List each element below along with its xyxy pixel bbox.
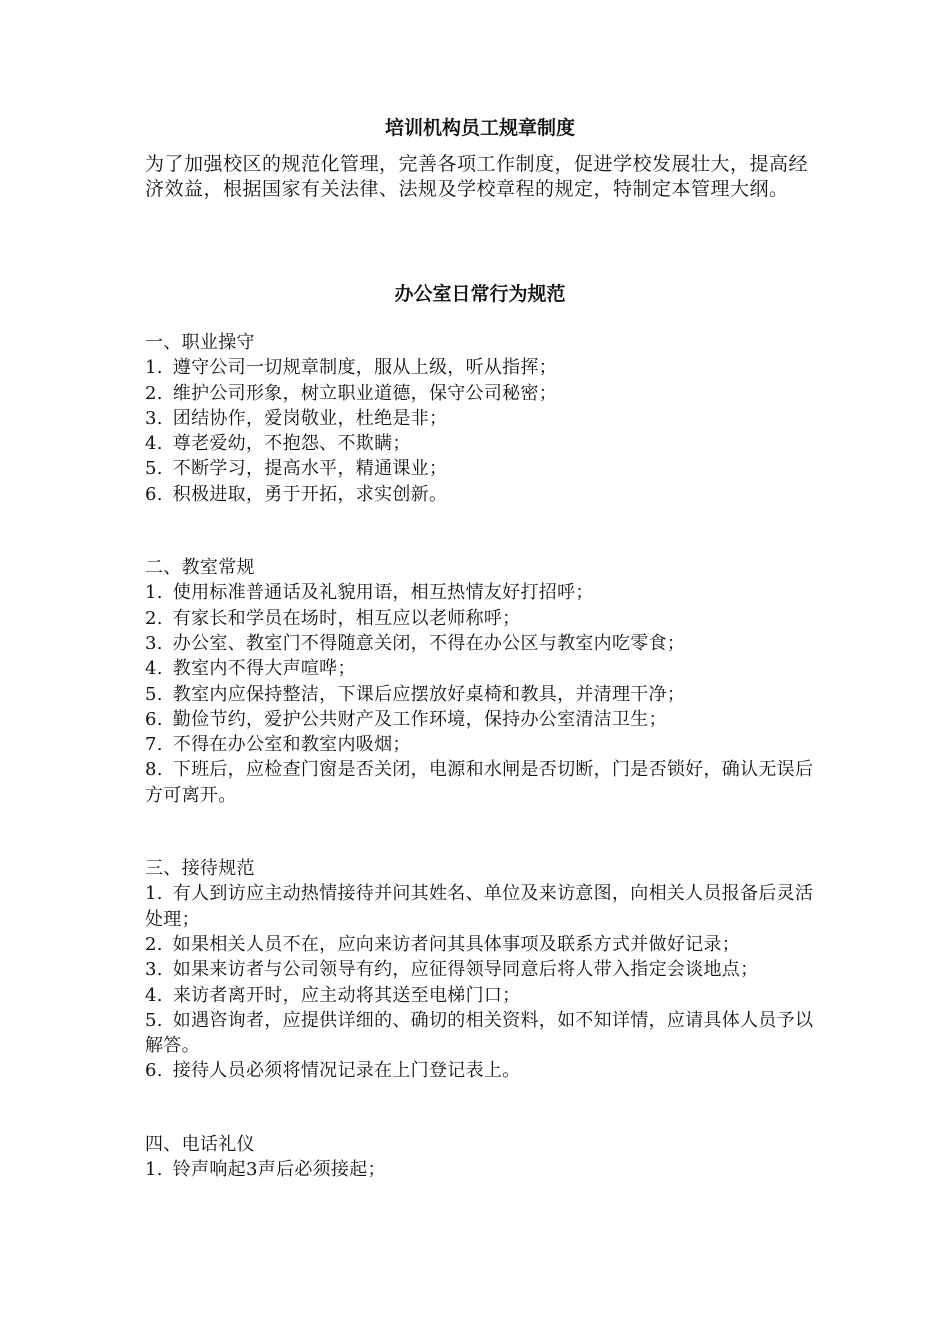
list-item-text: 接待人员必须将情况记录在上门登记表上。 (172, 1060, 521, 1082)
list-item-number: 1. (145, 582, 163, 604)
list-item-number: 4. (145, 433, 163, 455)
list-item (145, 656, 815, 681)
list-item-text: 下班后，应检查门窗是否关闭，电源和水闸是否切断，门是否锁好，确认无误后方可离开。 (145, 759, 814, 806)
list-item-text: 有家长和学员在场时，相互应以老师称呼； (172, 607, 521, 629)
list-item-text: 不断学习，提高水平，精通课业； (172, 458, 448, 480)
list-item-text: 尊老爱幼，不抱怨、不欺瞒； (172, 433, 411, 455)
section-heading: 二、教室常规 (145, 557, 255, 579)
document-title: 培训机构员工规章制度 (384, 117, 575, 139)
list-item-number: 2. (145, 382, 163, 404)
list-item-number: 8. (145, 759, 163, 781)
list-item (145, 606, 815, 631)
section-group-title: 办公室日常行为规范 (394, 283, 566, 305)
list-item-number: 5. (145, 683, 163, 705)
list-item (145, 732, 815, 757)
list-item-text: 如果来访者与公司领导有约，应征得领导同意后将人带入指定会谈地点； (172, 959, 759, 981)
list-item-number: 7. (145, 734, 163, 756)
document-page (145, 114, 815, 1182)
list-item (145, 983, 815, 1008)
list-item (145, 482, 815, 507)
list-item-text: 使用标准普通话及礼貌用语，相互热情友好打招呼； (172, 582, 594, 604)
list-item-number: 1. (145, 883, 163, 905)
list-item (145, 580, 815, 605)
list-item-text: 维护公司形象，树立职业道德，保守公司秘密； (172, 382, 558, 404)
list-item (145, 456, 815, 481)
list-item-number: 1. (145, 1159, 163, 1181)
list-item-text: 遵守公司一切规章制度，服从上级，听从指挥； (172, 357, 558, 379)
list-item-number: 2. (145, 607, 163, 629)
list-item-text: 不得在办公室和教室内吸烟； (172, 734, 411, 756)
list-item-text: 积极进取，勇于开拓，求实创新。 (172, 483, 448, 505)
list-item-number: 2. (145, 933, 163, 955)
intro-paragraph: 为了加强校区的规范化管理，完善各项工作制度，促进学校发展壮大，提高经济效益，根据国家有关法律、法规及学校章程的规定，特制定本管理大纲。 (145, 153, 809, 200)
list-item (145, 881, 815, 932)
list-item (145, 957, 815, 982)
list-item-number: 6. (145, 708, 163, 730)
list-item-number: 4. (145, 658, 163, 680)
sections-container (145, 330, 815, 1182)
list-item-number: 3. (145, 632, 163, 654)
list-item (145, 406, 815, 431)
list-item-text: 教室内不得大声喧哗； (172, 658, 356, 680)
list-item-text: 来访者离开时，应主动将其送至电梯门口； (172, 984, 521, 1006)
section (145, 330, 815, 507)
list-item-text: 如果相关人员不在，应向来访者问其具体事项及联系方式并做好记录； (172, 933, 741, 955)
list-item-text: 有人到访应主动热情接待并问其姓名、单位及来访意图，向相关人员报备后灵活处理； (145, 883, 814, 930)
list-item (145, 381, 815, 406)
list-item (145, 631, 815, 656)
list-item-number: 6. (145, 1060, 163, 1082)
section (145, 1132, 815, 1183)
list-item (145, 1008, 815, 1059)
list-item (145, 757, 815, 808)
list-item-text: 如遇咨询者，应提供详细的、确切的相关资料，如不知详情，应请具体人员予以解答。 (145, 1009, 814, 1057)
list-item-text: 铃声响起3声后必须接起； (172, 1159, 386, 1181)
list-item-number: 1. (145, 357, 163, 379)
list-item-number: 3. (145, 959, 163, 981)
section (145, 555, 815, 808)
section-heading: 四、电话礼仪 (145, 1133, 255, 1155)
list-item (145, 707, 815, 732)
list-item (145, 1058, 815, 1083)
list-item (145, 932, 815, 957)
section-heading: 三、接待规范 (145, 858, 255, 880)
list-item-number: 5. (145, 1009, 163, 1031)
list-item-text: 勤俭节约，爱护公共财产及工作环境，保持办公室清洁卫生； (172, 708, 667, 730)
list-item (145, 1157, 815, 1182)
list-item (145, 682, 815, 707)
list-item-number: 5. (145, 458, 163, 480)
list-item-number: 3. (145, 407, 163, 429)
list-item (145, 431, 815, 456)
section-heading: 一、职业操守 (145, 332, 255, 353)
list-item-text: 办公室、教室门不得随意关闭，不得在办公区与教室内吃零食； (172, 632, 686, 654)
list-item-number: 6. (145, 483, 163, 505)
list-item-text: 团结协作，爱岗敬业，杜绝是非； (172, 407, 448, 429)
list-item-number: 4. (145, 984, 163, 1006)
list-item-text: 教室内应保持整洁，下课后应摆放好桌椅和教具，并清理干净； (172, 683, 686, 705)
list-item (145, 355, 815, 380)
section (145, 856, 815, 1084)
